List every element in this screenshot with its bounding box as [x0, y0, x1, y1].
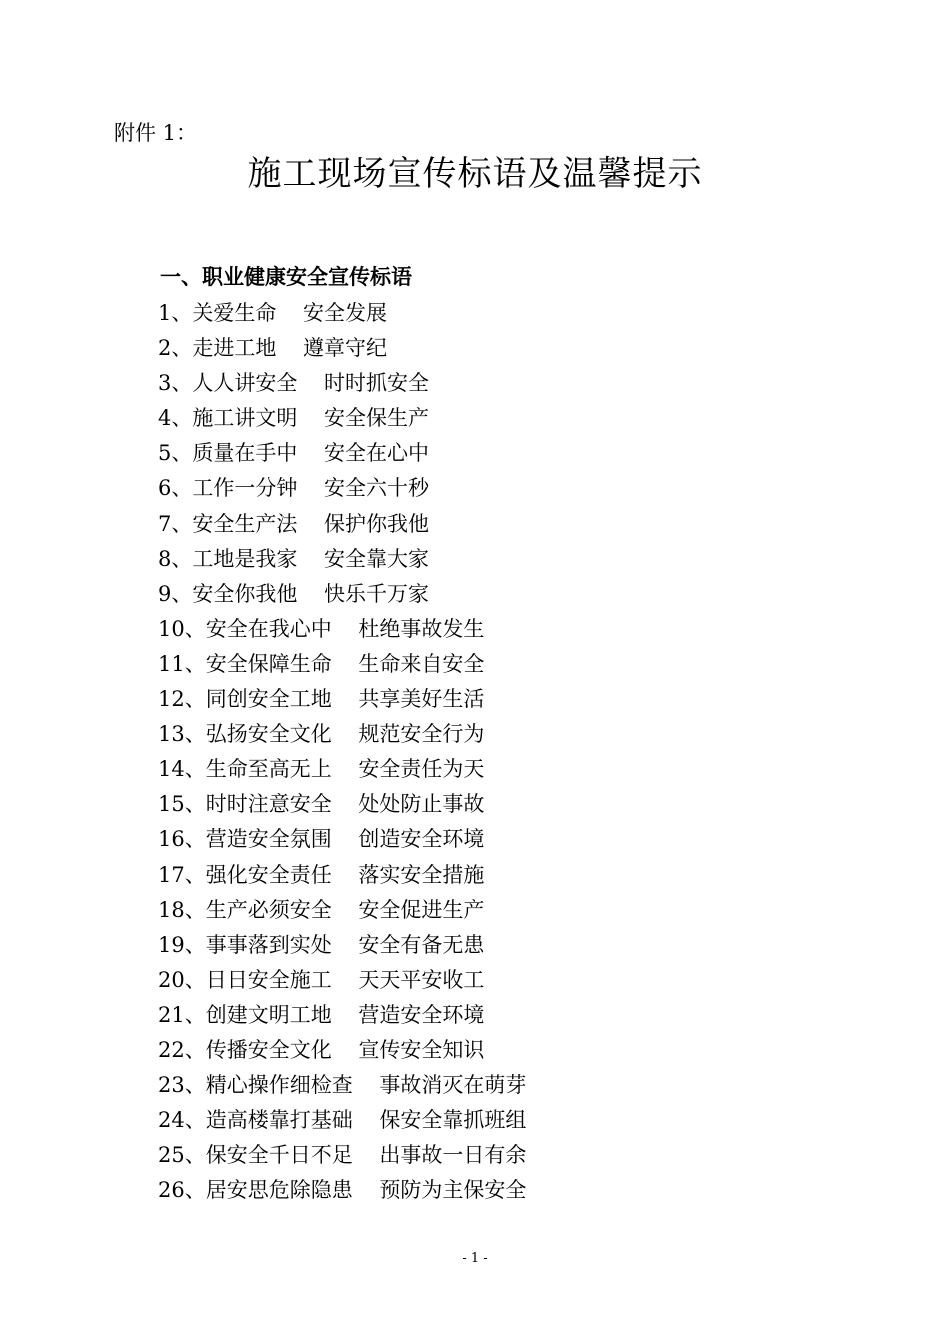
slogan-item: 17、强化安全责任 落实安全措施 — [158, 862, 485, 887]
slogan-item: 2、走进工地 遵章守纪 — [158, 336, 388, 361]
slogan-list — [158, 296, 526, 1208]
slogan-item: 10、安全在我心中 杜绝事故发生 — [158, 616, 485, 641]
slogan-item: 22、传播安全文化 宣传安全知识 — [158, 1037, 485, 1062]
slogan-item: 19、事事落到实处 安全有备无患 — [158, 932, 485, 957]
slogan-item: 6、工作一分钟 安全六十秒 — [158, 476, 430, 501]
page-number: - 1 - — [462, 1251, 488, 1266]
slogan-item: 4、施工讲文明 安全保生产 — [158, 406, 430, 431]
section-heading: 一、职业健康安全宣传标语 — [160, 265, 412, 289]
slogan-item: 15、时时注意安全 处处防止事故 — [158, 792, 485, 817]
slogan-item: 9、安全你我他 快乐千万家 — [158, 581, 430, 606]
slogan-item: 3、人人讲安全 时时抓安全 — [158, 371, 430, 396]
slogan-item: 1、关爱生命 安全发展 — [158, 301, 388, 325]
slogan-item: 5、质量在手中 安全在心中 — [158, 441, 430, 466]
document-title: 施工现场宣传标语及温馨提示 — [247, 154, 703, 194]
slogan-item: 23、精心操作细检查 事故消灭在萌芽 — [158, 1073, 527, 1098]
slogan-item: 24、造高楼靠打基础 保安全靠抓班组 — [158, 1108, 527, 1133]
slogan-item: 16、营造安全氛围 创造安全环境 — [158, 827, 485, 852]
slogan-item: 14、生命至高无上 安全责任为天 — [158, 757, 485, 782]
slogan-item: 7、安全生产法 保护你我他 — [158, 511, 430, 536]
slogan-item: 12、同创安全工地 共享美好生活 — [158, 687, 485, 712]
slogan-item: 11、安全保障生命 生命来自安全 — [158, 651, 485, 676]
slogan-item: 8、工地是我家 安全靠大家 — [158, 546, 430, 571]
attachment-label: 附件 1： — [114, 121, 198, 145]
slogan-item: 26、居安思危除隐患 预防为主保安全 — [158, 1178, 527, 1203]
slogan-item: 20、日日安全施工 天天平安收工 — [158, 967, 485, 992]
slogan-item: 13、弘扬安全文化 规范安全行为 — [158, 722, 485, 747]
slogan-item: 21、创建文明工地 营造安全环境 — [158, 1002, 485, 1027]
slogan-item: 25、保安全千日不足 出事故一日有余 — [158, 1143, 527, 1168]
slogan-item: 18、生产必须安全 安全促进生产 — [158, 897, 485, 922]
